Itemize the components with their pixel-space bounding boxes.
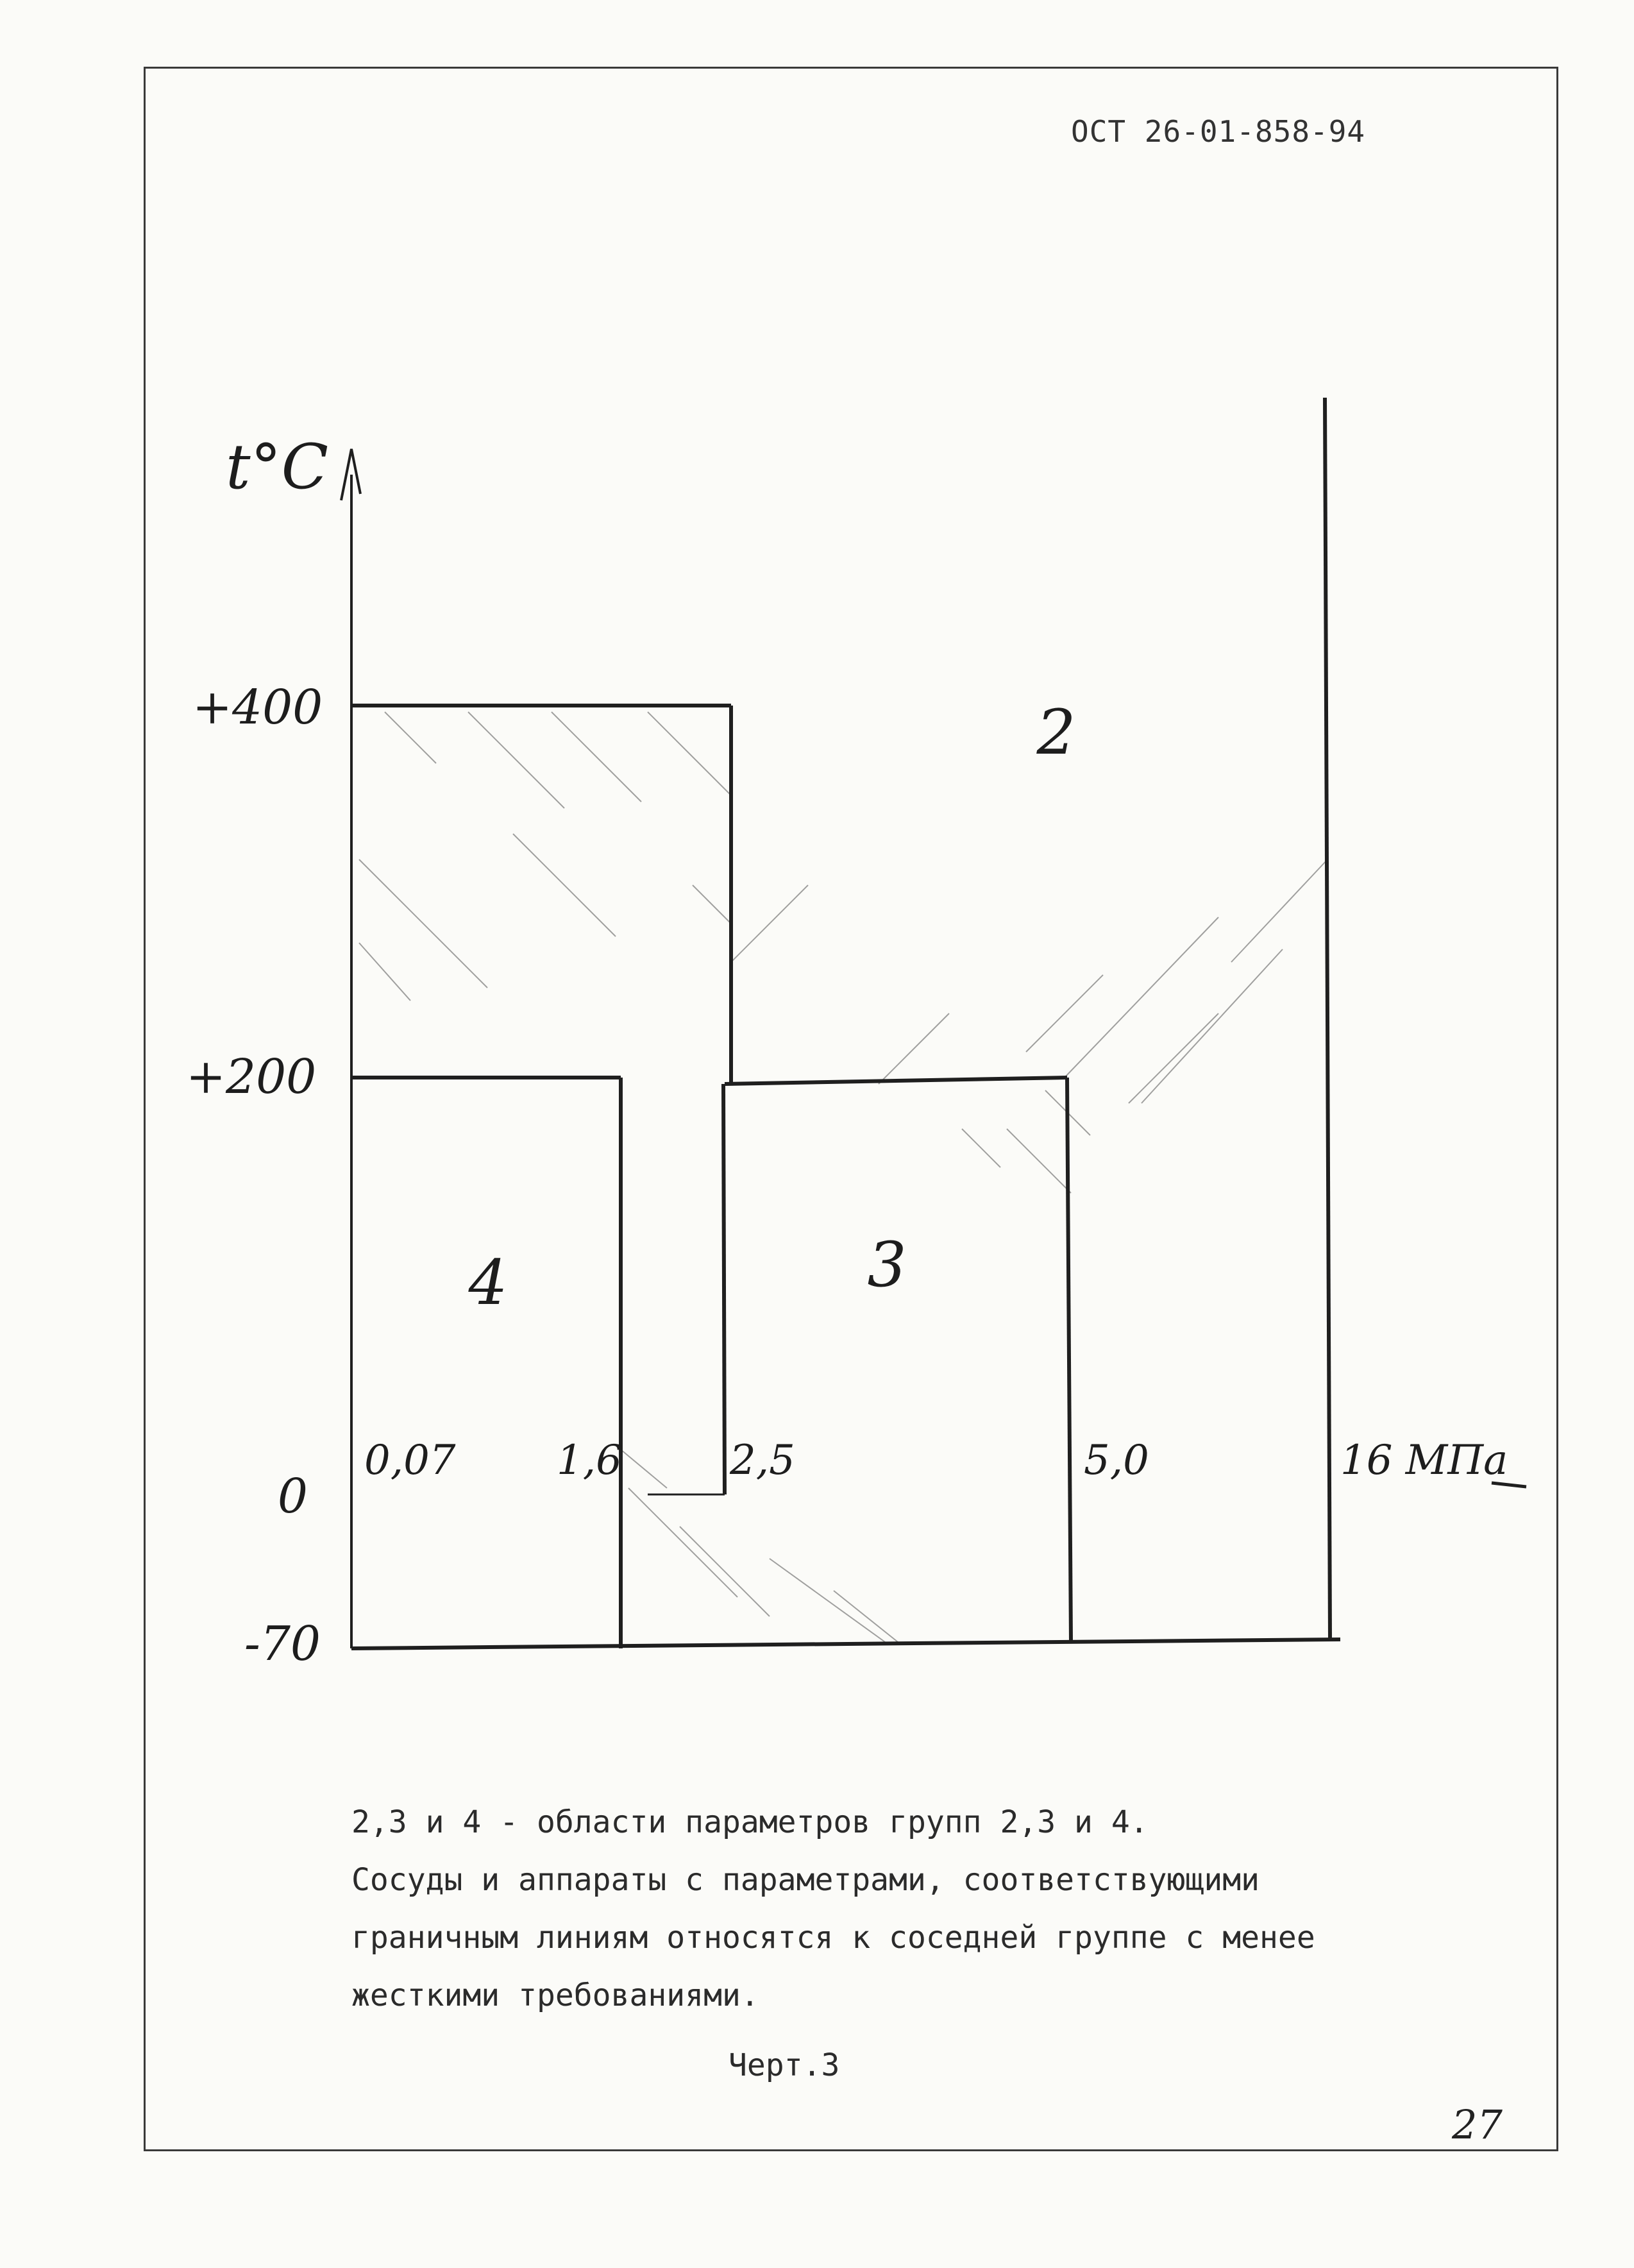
- x-tick-5-0: 5,0: [1084, 1437, 1149, 1484]
- y-tick-200: +200: [186, 1049, 317, 1104]
- region-boundaries: [351, 398, 1340, 1648]
- y-tick-400: +400: [192, 680, 323, 735]
- caption-line: 2,3 и 4 - области параметров групп 2,3 и 4.: [351, 1804, 1149, 1840]
- page-number: 27: [1452, 2101, 1503, 2148]
- y-tick-0: 0: [277, 1469, 308, 1524]
- region-label-2: 2: [1036, 697, 1076, 768]
- region-label-4: 4: [468, 1247, 508, 1319]
- x-tick-16-mpa: 16 МПа: [1340, 1437, 1508, 1484]
- caption-line: Сосуды и аппараты с параметрами, соответствующими: [351, 1862, 1260, 1898]
- figure-label: Черт.3: [729, 2047, 840, 2083]
- hatching: [359, 712, 1327, 1642]
- y-axis-label: t°C: [226, 431, 329, 503]
- caption-line: жесткими требованиями.: [351, 1977, 759, 2013]
- x-tick-0-07: 0,07: [364, 1437, 456, 1484]
- x-tick-2-5: 2,5: [730, 1437, 795, 1484]
- document-code: ОСТ 26-01-858-94: [1071, 114, 1366, 149]
- y-tick-minus-70: -70: [244, 1616, 321, 1671]
- figure-caption: [351, 1793, 1480, 2024]
- region-label-3: 3: [867, 1229, 907, 1301]
- caption-line: граничным линиям относятся к соседней группе с менее: [351, 1920, 1315, 1956]
- x-tick-1-6: 1,6: [557, 1437, 622, 1484]
- y-axis: [341, 449, 360, 1648]
